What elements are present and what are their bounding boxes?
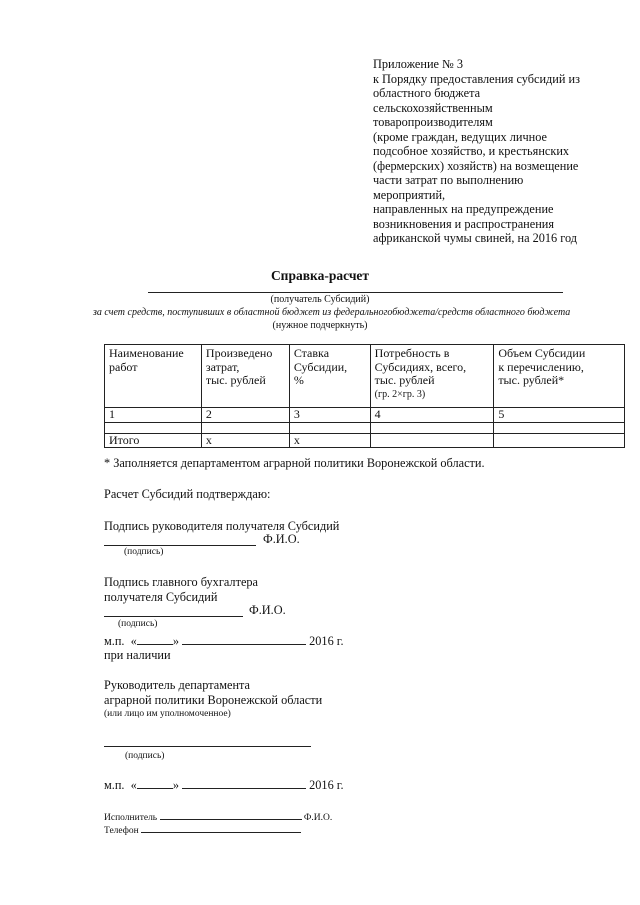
fio-label: Ф.И.О. [303,813,333,823]
table-header-cell: Ставка Субсидии, % [289,345,370,408]
table-cell [289,422,370,433]
signature-caption: (подпись) [124,547,164,557]
table-header-cell: Объем Субсидии к перечислению, тыс. рублей* [494,345,625,408]
appendix-line: товаропроизводителям [373,115,493,129]
dept-label: аграрной политики Воронежской области [104,693,323,707]
footnote: * Заполняется департаментом аграрной политики Воронежской области. [104,456,485,470]
phone-label: Телефон [104,826,139,836]
signature-line [104,616,243,617]
signature-caption: (подпись) [118,619,158,629]
table-cell: 3 [289,408,370,423]
table-total-row [105,433,625,448]
appendix-line: (фермерских) хозяйств) на возмещение [373,158,579,173]
recipient-line [148,292,563,293]
fio-label: Ф.И.О. [249,603,286,617]
table-row [105,408,625,423]
appendix-line: направленных на предупреждение [373,202,554,216]
appendix-line: возникновения и распространения [373,216,555,231]
table-cell [370,422,494,433]
accountant-label: получателя Субсидий [104,590,218,604]
table-cell: 4 [370,408,494,423]
appendix-line: областного бюджета [373,86,481,100]
table-cell [494,422,625,433]
mp-label: м.п. [104,778,125,792]
appendix-line: части затрат по выполнению [373,173,524,187]
table-cell [370,433,494,448]
appendix-line: африканской чумы свиней, на 2016 год [373,231,578,245]
source-line: за счет средств, поступивших в областной бюджет из федеральногобюджета/средств областного бюджета [93,307,571,318]
if-available-note: при наличии [104,648,171,662]
phone-line [104,822,301,836]
table-cell: х [289,433,370,448]
appendix-line: Приложение № 3 [373,57,464,71]
table-header-cell: Произведено затрат, тыс. рублей [201,345,289,408]
appendix-line: (кроме граждан, ведущих личное [373,129,547,144]
appendix-line: к Порядку предоставления субсидий из [373,71,580,86]
appendix-block [373,57,623,246]
table-cell [494,433,625,448]
table-row [105,422,625,433]
recipient-caption: (получатель Субсидий) [270,294,370,305]
year-label: 2016 г. [309,778,344,792]
signature-line [104,746,311,747]
confirm-text: Расчет Субсидий подтверждаю: [104,487,271,501]
table-cell: 1 [105,408,202,423]
appendix-line: сельскохозяйственным [373,100,493,115]
executor-label: Исполнитель [104,813,158,823]
stamp-date-line: м.п. « » 2016 г. [104,778,344,792]
table-cell: х [201,433,289,448]
fio-label: Ф.И.О. [263,532,300,546]
executor-line [104,809,332,823]
table-header-cell: Наименование работ [105,345,202,408]
formula-note: (гр. 2×гр. 3) [374,388,426,400]
underline-note: (нужное подчеркнуть) [272,320,368,331]
signature-caption: (подпись) [125,751,165,761]
year-label: 2016 г. [309,634,344,648]
dept-note: (или лицо им уполномоченное) [104,709,231,719]
table-header-cell: Потребность в Субсидиях, всего, тыс. рублей (гр. 2×гр. 3) [370,345,494,408]
appendix-line: подсобное хозяйство, и крестьянских [373,144,570,158]
table-cell [201,422,289,433]
table-cell [105,422,202,433]
table-cell: 5 [494,408,625,423]
table-cell: Итого [105,433,202,448]
calculation-table [104,344,625,448]
accountant-label: Подпись главного бухгалтера [104,575,259,589]
table-cell: 2 [201,408,289,423]
head-signature-label: Подпись руководителя получателя Субсидий [104,519,340,533]
dept-label: Руководитель департамента [104,678,251,692]
mp-label: м.п. [104,634,125,648]
signature-line [104,545,256,546]
appendix-line: мероприятий, [373,187,446,202]
document-title: Справка-расчет [270,268,370,283]
stamp-date-line: м.п. « » 2016 г. [104,634,344,648]
table-header-row [105,345,625,408]
